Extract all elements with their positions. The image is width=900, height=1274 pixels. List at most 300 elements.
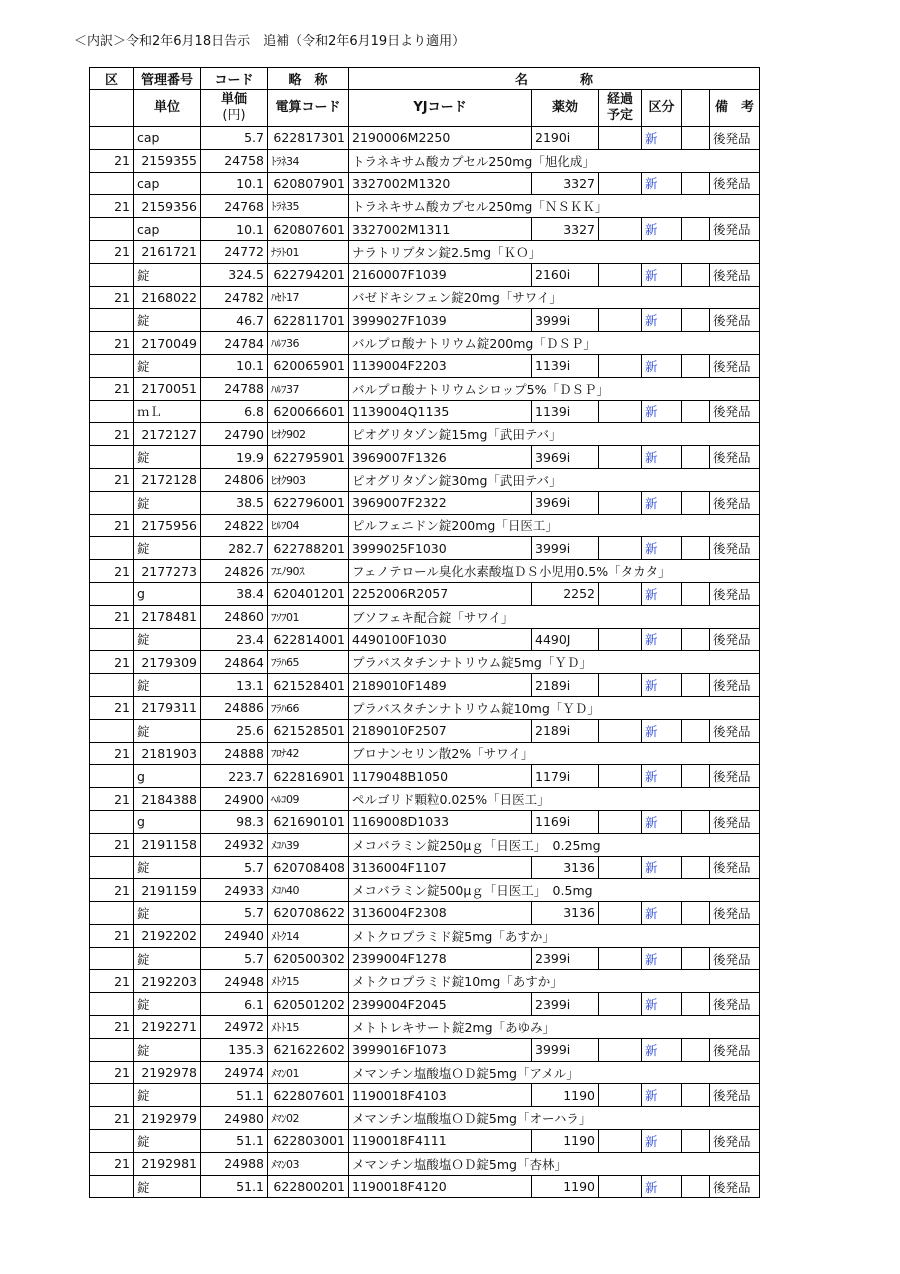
ryaku-cell: ﾒｺﾊ39 <box>268 833 349 856</box>
detail-row <box>90 765 760 788</box>
header-yj: YJコード <box>349 90 532 127</box>
detail-blank <box>90 582 134 605</box>
kanri-cell: 2184388 <box>134 788 201 811</box>
yakko-cell: 3327 <box>532 218 599 241</box>
ku-cell: 21 <box>90 970 134 993</box>
code-cell: 24974 <box>201 1061 268 1084</box>
kubun-cell: 新 <box>642 263 682 286</box>
unit-cell: 錠 <box>134 1130 201 1153</box>
kubun-cell: 新 <box>642 309 682 332</box>
densan-cell: 622795901 <box>268 446 349 469</box>
drug-price-table <box>89 67 760 1198</box>
price-cell: 10.1 <box>201 172 268 195</box>
unit-cell: 錠 <box>134 309 201 332</box>
code-cell: 24768 <box>201 195 268 218</box>
name-cell: メマンチン塩酸塩ＯＤ錠5mg「杏林」 <box>349 1152 760 1175</box>
densan-cell: 622814001 <box>268 628 349 651</box>
keika-cell <box>599 1175 642 1198</box>
blank-cell <box>682 537 710 560</box>
ku-cell: 21 <box>90 560 134 583</box>
blank-cell <box>682 902 710 925</box>
detail-blank <box>90 1038 134 1061</box>
detail-row <box>90 719 760 742</box>
kubun-cell: 新 <box>642 628 682 651</box>
blank-cell <box>682 127 710 150</box>
entry-name-row <box>90 240 760 263</box>
yakko-cell: 3136 <box>532 902 599 925</box>
ryaku-cell: ﾋｵｸ903 <box>268 468 349 491</box>
ku-cell: 21 <box>90 833 134 856</box>
code-cell: 24860 <box>201 605 268 628</box>
keika-cell <box>599 400 642 423</box>
keika-cell <box>599 537 642 560</box>
unit-cell: 錠 <box>134 1084 201 1107</box>
code-cell: 24886 <box>201 696 268 719</box>
kanri-cell: 2172127 <box>134 423 201 446</box>
kanri-cell: 2192202 <box>134 924 201 947</box>
detail-blank <box>90 810 134 833</box>
detail-blank <box>90 856 134 879</box>
detail-blank <box>90 1175 134 1198</box>
kubun-cell: 新 <box>642 491 682 514</box>
blank-cell <box>682 172 710 195</box>
yakko-cell: 3136 <box>532 856 599 879</box>
blank-cell <box>682 719 710 742</box>
name-cell: プラバスタチンナトリウム錠10mg「ＹＤ」 <box>349 696 760 719</box>
name-cell: トラネキサム酸カプセル250mg「旭化成」 <box>349 149 760 172</box>
name-cell: ブソフェキ配合錠「サワイ」 <box>349 605 760 628</box>
note-cell: 後発品 <box>710 810 760 833</box>
header-kanri: 管理番号 <box>134 68 201 90</box>
name-cell: メコバラミン錠500μｇ「日医工」 0.5mg <box>349 879 760 902</box>
yj-cell: 2399004F2045 <box>349 993 532 1016</box>
code-cell: 24900 <box>201 788 268 811</box>
unit-cell: 錠 <box>134 263 201 286</box>
detail-blank <box>90 1130 134 1153</box>
ku-cell: 21 <box>90 332 134 355</box>
yj-cell: 1179048B1050 <box>349 765 532 788</box>
detail-blank <box>90 127 134 150</box>
blank-cell <box>682 810 710 833</box>
detail-blank <box>90 218 134 241</box>
code-cell: 24790 <box>201 423 268 446</box>
yj-cell: 4490100F1030 <box>349 628 532 651</box>
blank-cell <box>682 309 710 332</box>
name-cell: ピオグリタゾン錠15mg「武田テバ」 <box>349 423 760 446</box>
ku-cell: 21 <box>90 423 134 446</box>
price-cell: 223.7 <box>201 765 268 788</box>
ryaku-cell: ﾄﾗﾈ35 <box>268 195 349 218</box>
header-meisho: 名 称 <box>349 68 760 90</box>
name-cell: メコバラミン錠250μｇ「日医工」 0.25mg <box>349 833 760 856</box>
densan-cell: 622803001 <box>268 1130 349 1153</box>
header-ku: 区 <box>90 68 134 90</box>
detail-row <box>90 628 760 651</box>
yakko-cell: 1190 <box>532 1084 599 1107</box>
ku-cell: 21 <box>90 286 134 309</box>
ryaku-cell: ﾅﾗﾄ01 <box>268 240 349 263</box>
ryaku-cell: ﾒｺﾊ40 <box>268 879 349 902</box>
yj-cell: 2252006R2057 <box>349 582 532 605</box>
ku-cell: 21 <box>90 879 134 902</box>
detail-row <box>90 400 760 423</box>
entry-name-row <box>90 879 760 902</box>
detail-row <box>90 856 760 879</box>
blank-cell <box>682 628 710 651</box>
header-keika: 経過 予定 <box>599 90 642 127</box>
ku-cell: 21 <box>90 696 134 719</box>
detail-blank <box>90 719 134 742</box>
price-cell: 13.1 <box>201 674 268 697</box>
yakko-cell: 1139i <box>532 400 599 423</box>
entry-name-row <box>90 1107 760 1130</box>
note-cell: 後発品 <box>710 765 760 788</box>
note-cell: 後発品 <box>710 1175 760 1198</box>
densan-cell: 620807601 <box>268 218 349 241</box>
name-cell: メマンチン塩酸塩ＯＤ錠5mg「アメル」 <box>349 1061 760 1084</box>
kubun-cell: 新 <box>642 810 682 833</box>
ku-cell: 21 <box>90 605 134 628</box>
price-cell: 6.8 <box>201 400 268 423</box>
entry-name-row <box>90 332 760 355</box>
kubun-cell: 新 <box>642 902 682 925</box>
kanri-cell: 2177273 <box>134 560 201 583</box>
kanri-cell: 2168022 <box>134 286 201 309</box>
entry-name-row <box>90 423 760 446</box>
ku-cell: 21 <box>90 924 134 947</box>
blank-cell <box>682 993 710 1016</box>
name-cell: トラネキサム酸カプセル250mg「ＮＳＫＫ」 <box>349 195 760 218</box>
kubun-cell: 新 <box>642 856 682 879</box>
table-body <box>90 68 760 1198</box>
keika-cell <box>599 947 642 970</box>
blank-cell <box>682 765 710 788</box>
code-cell: 24784 <box>201 332 268 355</box>
yj-cell: 1139004F2203 <box>349 354 532 377</box>
name-cell: メマンチン塩酸塩ＯＤ錠5mg「オーハラ」 <box>349 1107 760 1130</box>
densan-cell: 620401201 <box>268 582 349 605</box>
ku-cell: 21 <box>90 788 134 811</box>
yj-cell: 1190018F4103 <box>349 1084 532 1107</box>
detail-row <box>90 810 760 833</box>
name-cell: バルプロ酸ナトリウムシロップ5%「ＤＳＰ」 <box>349 377 760 400</box>
kubun-cell: 新 <box>642 1175 682 1198</box>
densan-cell: 622794201 <box>268 263 349 286</box>
yakko-cell: 3969i <box>532 491 599 514</box>
ku-cell: 21 <box>90 514 134 537</box>
entry-name-row <box>90 1016 760 1039</box>
note-cell: 後発品 <box>710 218 760 241</box>
ryaku-cell: ﾊｾﾄ17 <box>268 286 349 309</box>
entry-name-row <box>90 514 760 537</box>
name-cell: メトクロプラミド錠10mg「あすか」 <box>349 970 760 993</box>
code-cell: 24980 <box>201 1107 268 1130</box>
note-cell: 後発品 <box>710 1130 760 1153</box>
kubun-cell: 新 <box>642 354 682 377</box>
ku-cell: 21 <box>90 1152 134 1175</box>
keika-cell <box>599 628 642 651</box>
keika-cell <box>599 719 642 742</box>
code-cell: 24972 <box>201 1016 268 1039</box>
yakko-cell: 2189i <box>532 674 599 697</box>
blank-cell <box>682 582 710 605</box>
kanri-cell: 2179309 <box>134 651 201 674</box>
kubun-cell: 新 <box>642 993 682 1016</box>
price-cell: 6.1 <box>201 993 268 1016</box>
detail-blank <box>90 947 134 970</box>
keika-cell <box>599 582 642 605</box>
price-cell: 324.5 <box>201 263 268 286</box>
yj-cell: 2189010F1489 <box>349 674 532 697</box>
header-blank-2 <box>682 90 710 127</box>
price-cell: 5.7 <box>201 902 268 925</box>
kubun-cell: 新 <box>642 537 682 560</box>
detail-blank <box>90 309 134 332</box>
densan-cell: 620066601 <box>268 400 349 423</box>
yakko-cell: 1139i <box>532 354 599 377</box>
ryaku-cell: ﾒﾄｸ14 <box>268 924 349 947</box>
note-cell: 後発品 <box>710 491 760 514</box>
densan-cell: 621690101 <box>268 810 349 833</box>
detail-row <box>90 947 760 970</box>
code-cell: 24772 <box>201 240 268 263</box>
blank-cell <box>682 1130 710 1153</box>
detail-row <box>90 172 760 195</box>
yj-cell: 3136004F1107 <box>349 856 532 879</box>
blank-cell <box>682 354 710 377</box>
ryaku-cell: ﾒﾄﾄ15 <box>268 1016 349 1039</box>
code-cell: 24948 <box>201 970 268 993</box>
note-cell: 後発品 <box>710 309 760 332</box>
name-cell: フェノテロール臭化水素酸塩ＤＳ小児用0.5%「タカタ」 <box>349 560 760 583</box>
detail-blank <box>90 263 134 286</box>
densan-cell: 620065901 <box>268 354 349 377</box>
unit-cell: 錠 <box>134 1038 201 1061</box>
yakko-cell: 2399i <box>532 947 599 970</box>
densan-cell: 622807601 <box>268 1084 349 1107</box>
note-cell: 後発品 <box>710 263 760 286</box>
header-densan: 電算コード <box>268 90 349 127</box>
code-cell: 24932 <box>201 833 268 856</box>
note-cell: 後発品 <box>710 537 760 560</box>
unit-cell: 錠 <box>134 674 201 697</box>
note-cell: 後発品 <box>710 1084 760 1107</box>
ku-cell: 21 <box>90 651 134 674</box>
keika-cell <box>599 263 642 286</box>
detail-row <box>90 1084 760 1107</box>
entry-name-row <box>90 149 760 172</box>
ku-cell: 21 <box>90 240 134 263</box>
note-cell: 後発品 <box>710 127 760 150</box>
kanri-cell: 2192271 <box>134 1016 201 1039</box>
keika-cell <box>599 993 642 1016</box>
blank-cell <box>682 674 710 697</box>
price-cell: 5.7 <box>201 856 268 879</box>
ryaku-cell: ﾄﾗﾈ34 <box>268 149 349 172</box>
keika-cell <box>599 1084 642 1107</box>
ryaku-cell: ﾌｴﾉ90ｽ <box>268 560 349 583</box>
name-cell: メトクロプラミド錠5mg「あすか」 <box>349 924 760 947</box>
detail-blank <box>90 1084 134 1107</box>
price-cell: 23.4 <box>201 628 268 651</box>
price-cell: 51.1 <box>201 1084 268 1107</box>
unit-cell: ｍＬ <box>134 400 201 423</box>
note-cell: 後発品 <box>710 947 760 970</box>
price-cell: 135.3 <box>201 1038 268 1061</box>
kubun-cell: 新 <box>642 719 682 742</box>
price-cell: 5.7 <box>201 127 268 150</box>
entry-name-row <box>90 560 760 583</box>
entry-name-row <box>90 788 760 811</box>
densan-cell: 621528501 <box>268 719 349 742</box>
ryaku-cell: ﾌﾗﾊ66 <box>268 696 349 719</box>
kanri-cell: 2159355 <box>134 149 201 172</box>
densan-cell: 621528401 <box>268 674 349 697</box>
blank-cell <box>682 446 710 469</box>
unit-cell: 錠 <box>134 537 201 560</box>
keika-cell <box>599 354 642 377</box>
kubun-cell: 新 <box>642 400 682 423</box>
kanri-cell: 2192203 <box>134 970 201 993</box>
code-cell: 24782 <box>201 286 268 309</box>
unit-cell: 錠 <box>134 354 201 377</box>
kanri-cell: 2170049 <box>134 332 201 355</box>
detail-row <box>90 218 760 241</box>
code-cell: 24864 <box>201 651 268 674</box>
yakko-cell: 2399i <box>532 993 599 1016</box>
blank-cell <box>682 263 710 286</box>
unit-cell: cap <box>134 127 201 150</box>
code-cell: 24758 <box>201 149 268 172</box>
densan-cell: 622788201 <box>268 537 349 560</box>
unit-cell: 錠 <box>134 947 201 970</box>
price-cell: 10.1 <box>201 218 268 241</box>
note-cell: 後発品 <box>710 628 760 651</box>
yakko-cell: 2160i <box>532 263 599 286</box>
ryaku-cell: ﾋﾙﾌ04 <box>268 514 349 537</box>
detail-blank <box>90 537 134 560</box>
yj-cell: 2189010F2507 <box>349 719 532 742</box>
densan-cell: 620708622 <box>268 902 349 925</box>
name-cell: プラバスタチンナトリウム錠5mg「ＹＤ」 <box>349 651 760 674</box>
header-row-1 <box>90 68 760 90</box>
name-cell: ピルフェニドン錠200mg「日医工」 <box>349 514 760 537</box>
kanri-cell: 2175956 <box>134 514 201 537</box>
detail-blank <box>90 765 134 788</box>
note-cell: 後発品 <box>710 674 760 697</box>
entry-name-row <box>90 1061 760 1084</box>
detail-row <box>90 537 760 560</box>
detail-blank <box>90 993 134 1016</box>
yj-cell: 3969007F1326 <box>349 446 532 469</box>
yakko-cell: 3999i <box>532 1038 599 1061</box>
note-cell: 後発品 <box>710 582 760 605</box>
unit-cell: 錠 <box>134 856 201 879</box>
ku-cell: 21 <box>90 1061 134 1084</box>
entry-name-row <box>90 377 760 400</box>
ku-cell: 21 <box>90 1016 134 1039</box>
yj-cell: 3999016F1073 <box>349 1038 532 1061</box>
kanri-cell: 2191159 <box>134 879 201 902</box>
keika-cell <box>599 674 642 697</box>
keika-cell <box>599 218 642 241</box>
densan-cell: 622817301 <box>268 127 349 150</box>
kubun-cell: 新 <box>642 674 682 697</box>
kanri-cell: 2170051 <box>134 377 201 400</box>
kubun-cell: 新 <box>642 218 682 241</box>
header-code: コード <box>201 68 268 90</box>
detail-row <box>90 127 760 150</box>
yj-cell: 3327002M1311 <box>349 218 532 241</box>
densan-cell: 621622602 <box>268 1038 349 1061</box>
price-cell: 10.1 <box>201 354 268 377</box>
ku-cell: 21 <box>90 742 134 765</box>
blank-cell <box>682 491 710 514</box>
keika-cell <box>599 765 642 788</box>
keika-cell <box>599 446 642 469</box>
header-ryaku: 略 称 <box>268 68 349 90</box>
keika-cell <box>599 309 642 332</box>
ryaku-cell: ﾒﾄｸ15 <box>268 970 349 993</box>
keika-cell <box>599 856 642 879</box>
detail-row <box>90 1038 760 1061</box>
keika-cell <box>599 491 642 514</box>
keika-cell <box>599 1038 642 1061</box>
densan-cell: 622811701 <box>268 309 349 332</box>
detail-row <box>90 674 760 697</box>
kubun-cell: 新 <box>642 127 682 150</box>
yj-cell: 2399004F1278 <box>349 947 532 970</box>
entry-name-row <box>90 1152 760 1175</box>
code-cell: 24822 <box>201 514 268 537</box>
code-cell: 24933 <box>201 879 268 902</box>
ryaku-cell: ﾍﾙｺ09 <box>268 788 349 811</box>
kubun-cell: 新 <box>642 1038 682 1061</box>
code-cell: 24806 <box>201 468 268 491</box>
header-kubun: 区分 <box>642 90 682 127</box>
unit-cell: g <box>134 765 201 788</box>
kubun-cell: 新 <box>642 172 682 195</box>
note-cell: 後発品 <box>710 902 760 925</box>
price-cell: 98.3 <box>201 810 268 833</box>
unit-cell: 錠 <box>134 446 201 469</box>
note-cell: 後発品 <box>710 354 760 377</box>
document-caption: ＜内訳＞令和2年6月18日告示 追補（令和2年6月19日より適用） <box>74 34 466 49</box>
yj-cell: 3136004F2308 <box>349 902 532 925</box>
entry-name-row <box>90 651 760 674</box>
entry-name-row <box>90 833 760 856</box>
yj-cell: 2160007F1039 <box>349 263 532 286</box>
detail-row <box>90 993 760 1016</box>
name-cell: ブロナンセリン散2%「サワイ」 <box>349 742 760 765</box>
entry-name-row <box>90 605 760 628</box>
header-tanka-unit: (円) <box>222 108 246 123</box>
keika-cell <box>599 127 642 150</box>
keika-cell <box>599 1130 642 1153</box>
kanri-cell: 2178481 <box>134 605 201 628</box>
name-cell: ナラトリプタン錠2.5mg「ＫＯ」 <box>349 240 760 263</box>
price-cell: 38.4 <box>201 582 268 605</box>
unit-cell: cap <box>134 172 201 195</box>
ku-cell: 21 <box>90 195 134 218</box>
price-cell: 25.6 <box>201 719 268 742</box>
header-row-2 <box>90 90 760 127</box>
unit-cell: 錠 <box>134 719 201 742</box>
price-cell: 282.7 <box>201 537 268 560</box>
ryaku-cell: ﾒﾏﾝ01 <box>268 1061 349 1084</box>
note-cell: 後発品 <box>710 172 760 195</box>
yakko-cell: 2189i <box>532 719 599 742</box>
